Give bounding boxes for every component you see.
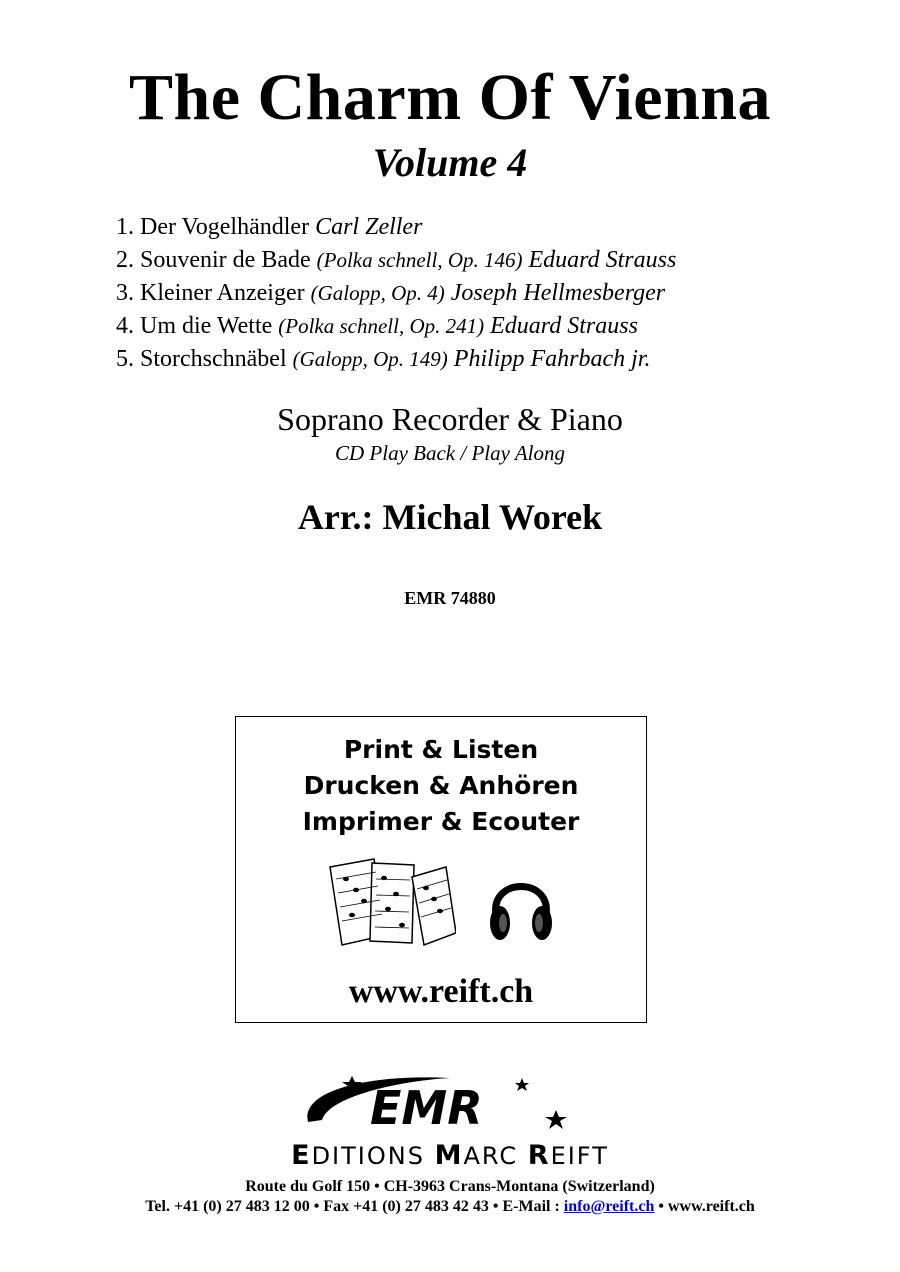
track-composer: Eduard Strauss	[490, 313, 638, 339]
contact-website: • www.reift.ch	[654, 1198, 755, 1215]
track-item	[116, 244, 676, 277]
volume-subtitle: Volume 4	[372, 140, 528, 185]
track-name: Storchschnäbel	[140, 346, 287, 372]
track-name: Souvenir de Bade	[140, 247, 311, 273]
logo-text: EMR	[370, 1081, 483, 1135]
publisher-address: Route du Golf 150 • CH-3963 Crans-Montana (Switzerland)	[245, 1178, 655, 1195]
sheet-music-icon	[328, 857, 456, 949]
box-line-german: Drucken & Anhören	[303, 771, 579, 800]
catalog-code: EMR 74880	[404, 588, 496, 608]
emr-logo	[300, 1070, 580, 1140]
track-detail: (Polka schnell, Op. 241)	[278, 314, 485, 338]
track-detail: (Galopp, Op. 4)	[310, 281, 445, 305]
page-title: The Charm Of Vienna	[128, 61, 772, 134]
track-item	[116, 211, 676, 244]
track-composer: Carl Zeller	[315, 214, 423, 240]
track-composer: Philipp Fahrbach jr.	[453, 346, 651, 372]
track-detail: (Galopp, Op. 149)	[292, 347, 448, 371]
track-number: 1.	[116, 214, 134, 240]
track-composer: Joseph Hellmesberger	[450, 280, 666, 306]
box-url[interactable]: www.reift.ch	[348, 973, 534, 1010]
box-line-english: Print & Listen	[343, 735, 539, 764]
track-item	[116, 277, 676, 310]
box-line-french: Imprimer & Ecouter	[302, 807, 580, 836]
print-listen-box	[235, 716, 647, 1023]
publisher-name: EDITIONS MARC REIFT	[291, 1140, 609, 1171]
instrumentation: Soprano Recorder & Piano	[277, 401, 623, 437]
track-number: 2.	[116, 247, 134, 273]
track-number: 4.	[116, 313, 134, 339]
track-name: Der Vogelhändler	[140, 214, 310, 240]
track-number: 3.	[116, 280, 134, 306]
publisher-contact	[0, 1196, 900, 1218]
cd-note: CD Play Back / Play Along	[335, 441, 565, 465]
track-item	[116, 343, 676, 376]
track-number: 5.	[116, 346, 134, 372]
track-name: Um die Wette	[140, 313, 273, 339]
email-link[interactable]: info@reift.ch	[563, 1198, 655, 1215]
contact-phone-fax: Tel. +41 (0) 27 483 12 00 • Fax +41 (0) 27 483 42 43 • E-Mail :	[145, 1198, 564, 1215]
track-composer: Eduard Strauss	[528, 247, 677, 273]
headphones-icon	[486, 865, 556, 947]
track-detail: (Polka schnell, Op. 146)	[316, 248, 523, 272]
track-name: Kleiner Anzeiger	[140, 280, 305, 306]
track-list	[116, 211, 676, 376]
arranger: Arr.: Michal Worek	[297, 497, 603, 537]
track-item	[116, 310, 676, 343]
